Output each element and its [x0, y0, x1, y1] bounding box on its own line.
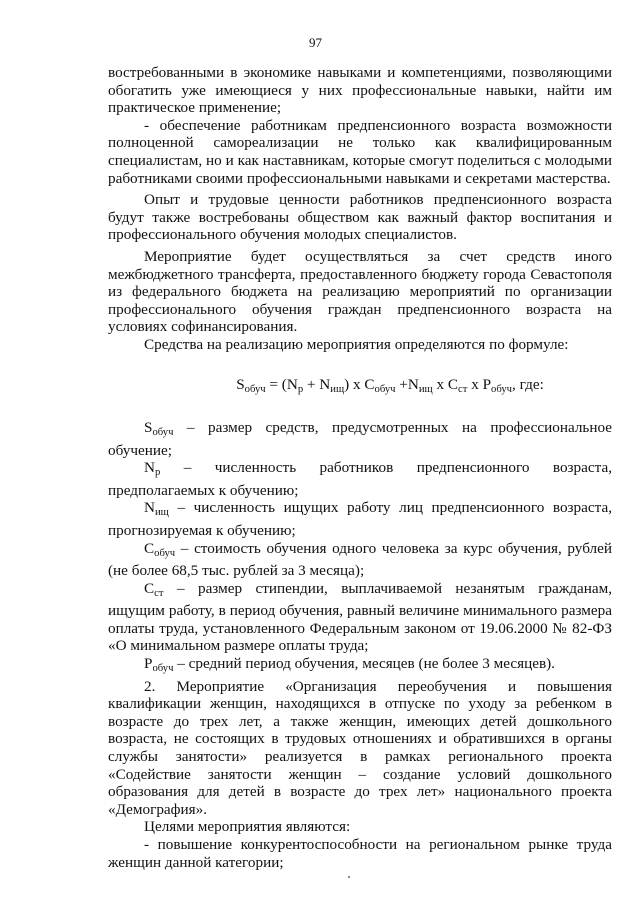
paragraph: Мероприятие будет осуществляться за счет средств иного межбюджетного трансферта, предоставленного бюджету города Севастополя из федерального бюджета на реализацию мероприятий по организации профессионального обучения граждан предпенсионного возраста на условиях софинансирования. — [108, 247, 612, 336]
definition: $N_р$ – численность работников предпенсионного возраста, предполагаемых к обучению; — [108, 459, 612, 499]
definition: $P_{обуч}$ – средний период обучения, месяцев (не более 3 месяцев). — [144, 655, 555, 674]
formula: $S_{обуч} = (N_р + N_{ищ})$ x $C_{обуч} +N_{ищ}$ x $C_{ст}$ x $P_{обуч}$, где: — [236, 375, 544, 395]
definition: $C_{ст}$ – размер стипендии, выплачиваемой незанятым гражданам, ищущим работу, в период обучения, равный величине минимального размера оплаты труда, установленного Федеральным законом от 19.06.2000 № 82-ФЗ «О минимальном размере оплаты труда; — [108, 579, 612, 655]
paragraph: 2. Мероприятие «Организация переобучения и повышения квалификации женщин, находящихся в отпуске по уходу за ребенком в возрасте до трех лет, а также женщин, имеющих детей дошкольного возраста, не состоящих в трудовых отношениях и обратившихся в органы службы занятости» реализуется в рамках регионального проекта «Содействие занятости женщин – создание условий дошкольного образования для детей в возрасте до трех лет» национального проекта «Демография». — [108, 677, 612, 818]
paragraph: - повышение конкурентоспособности на региональном рынке труда женщин данной категории; — [108, 835, 612, 871]
paragraph: - обеспечение работникам предпенсионного возраста возможности полноценной самореализации не только как квалифицированным специалистам, но и как наставникам, которые смогут поделиться с молодыми работниками своими профессиональными навыками и секретами мастерства. — [108, 116, 612, 187]
definition: $N_{ищ}$ – численность ищущих работу лиц предпенсионного возраста, прогнозируемая к обучению; — [108, 499, 612, 539]
document-body — [108, 64, 612, 871]
definition: $S_{обуч}$ – размер средств, предусмотренных на профессиональное обучение; — [108, 419, 612, 459]
definition: $C_{обуч}$ – стоимость обучения одного человека за курс обучения, рублей (не более 68,5 тыс. рублей за 3 месяца); — [108, 539, 612, 580]
page-number: 97 — [309, 35, 322, 50]
paragraph: востребованными в экономике навыками и компетенциями, позволяющими обогатить уже имеющиеся у них профессиональные навыки, найти им практическое применение; — [108, 64, 612, 117]
scan-speck — [348, 876, 350, 878]
paragraph: Опыт и трудовые ценности работников предпенсионного возраста будут также востребованы обществом как важный фактор воспитания и профессионального обучения молодых специалистов. — [108, 191, 612, 244]
paragraph: Средства на реализацию мероприятия определяются по формуле: — [144, 335, 569, 353]
paragraph: Целями мероприятия являются: — [144, 818, 351, 836]
